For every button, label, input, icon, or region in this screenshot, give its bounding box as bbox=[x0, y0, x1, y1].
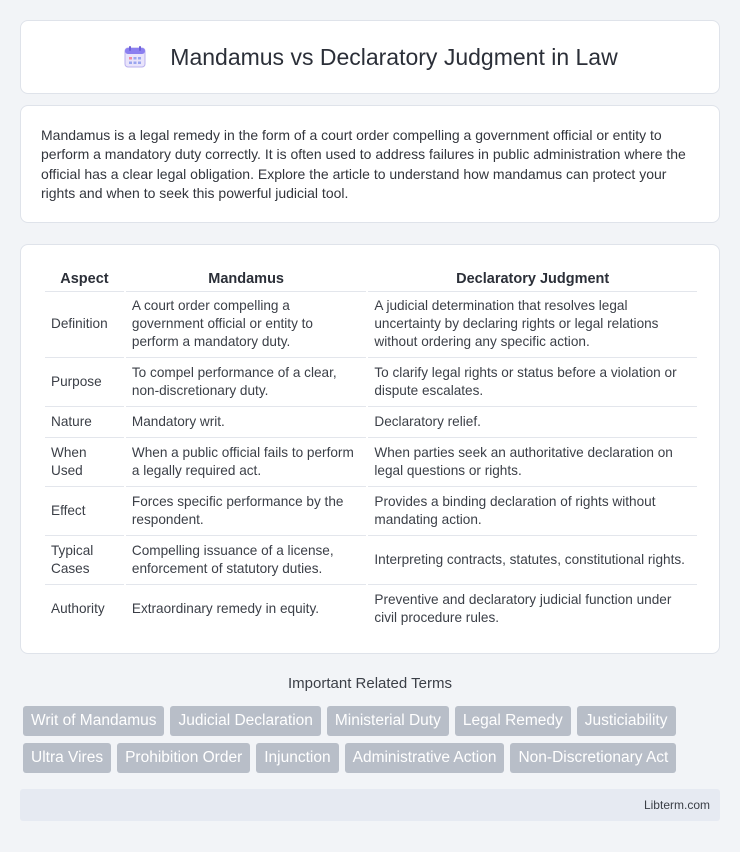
tag-row bbox=[23, 743, 723, 773]
header-aspect: Aspect bbox=[60, 271, 109, 287]
tag-legal-remedy[interactable]: Legal Remedy bbox=[455, 706, 571, 736]
tag-ultra-vires[interactable]: Ultra Vires bbox=[23, 743, 111, 773]
tag-injunction[interactable]: Injunction bbox=[256, 743, 338, 773]
intro-card bbox=[20, 105, 720, 223]
intro-text: Mandamus is a legal remedy in the form of a court order compelling a government official or entity to perform a mandatory duty correctly. It is often used to address failures in public administration where the official has a clear legal obligation. Explore the article to understand how mandamus can protect your rights and when to seek this powerful judicial tool. bbox=[41, 127, 686, 202]
comparison-table-card bbox=[20, 244, 720, 654]
footer bbox=[20, 789, 720, 821]
row-mandamus: Mandatory writ. bbox=[126, 406, 366, 435]
page-title: Mandamus vs Declaratory Judgment in Law bbox=[170, 43, 618, 70]
row-declaratory: To clarify legal rights or status before a violation or dispute escalates. bbox=[368, 357, 697, 404]
tag-administrative-action[interactable]: Administrative Action bbox=[345, 743, 505, 773]
row-aspect: Effect bbox=[45, 486, 124, 533]
tag-justiciability[interactable]: Justiciability bbox=[577, 706, 676, 736]
row-declaratory: Provides a binding declaration of rights without mandating action. bbox=[368, 486, 697, 533]
row-declaratory: A judicial determination that resolves legal uncertainty by declaring rights or legal relations without ordering any specific action. bbox=[368, 291, 697, 355]
header-mandamus: Mandamus bbox=[208, 271, 284, 287]
row-aspect: Nature bbox=[45, 406, 124, 435]
tag-ministerial-duty[interactable]: Ministerial Duty bbox=[327, 706, 449, 736]
table-row bbox=[45, 291, 697, 355]
row-mandamus: To compel performance of a clear, non-discretionary duty. bbox=[126, 357, 366, 404]
tag-judicial-declaration[interactable]: Judicial Declaration bbox=[170, 706, 320, 736]
tag-writ-of-mandamus[interactable]: Writ of Mandamus bbox=[23, 706, 164, 736]
tag-non-discretionary-act[interactable]: Non-Discretionary Act bbox=[510, 743, 676, 773]
row-mandamus: Compelling issuance of a license, enforcement of statutory duties. bbox=[126, 535, 366, 582]
row-declaratory: Declaratory relief. bbox=[368, 406, 697, 435]
table-row bbox=[45, 584, 697, 631]
table-row bbox=[45, 437, 697, 484]
related-terms-title: Important Related Terms bbox=[288, 675, 452, 692]
row-aspect: Purpose bbox=[45, 357, 124, 404]
row-aspect: When Used bbox=[45, 437, 124, 484]
header-declaratory-judgment: Declaratory Judgment bbox=[456, 271, 610, 287]
row-aspect: Authority bbox=[45, 584, 124, 631]
row-mandamus: Forces specific performance by the respondent. bbox=[126, 486, 366, 533]
calendar-icon bbox=[122, 44, 148, 70]
related-terms-tags bbox=[23, 706, 723, 780]
tag-prohibition-order[interactable]: Prohibition Order bbox=[117, 743, 250, 773]
row-declaratory: Preventive and declaratory judicial function under civil procedure rules. bbox=[368, 584, 697, 631]
row-aspect: Definition bbox=[45, 291, 124, 355]
row-declaratory: When parties seek an authoritative declaration on legal questions or rights. bbox=[368, 437, 697, 484]
table-row bbox=[45, 486, 697, 533]
row-mandamus: When a public official fails to perform a legally required act. bbox=[126, 437, 366, 484]
footer-brand-link[interactable]: Libterm.com bbox=[643, 798, 710, 812]
row-declaratory: Interpreting contracts, statutes, constitutional rights. bbox=[368, 535, 697, 582]
comparison-table bbox=[43, 265, 699, 633]
tag-row bbox=[23, 706, 723, 736]
table-row bbox=[45, 406, 697, 435]
table-header-row bbox=[45, 267, 697, 289]
table-row bbox=[45, 535, 697, 582]
table-row bbox=[45, 357, 697, 404]
header-card bbox=[20, 20, 720, 94]
row-aspect: Typical Cases bbox=[45, 535, 124, 582]
row-mandamus: A court order compelling a government official or entity to perform a mandatory duty. bbox=[126, 291, 366, 355]
row-mandamus: Extraordinary remedy in equity. bbox=[126, 584, 366, 631]
